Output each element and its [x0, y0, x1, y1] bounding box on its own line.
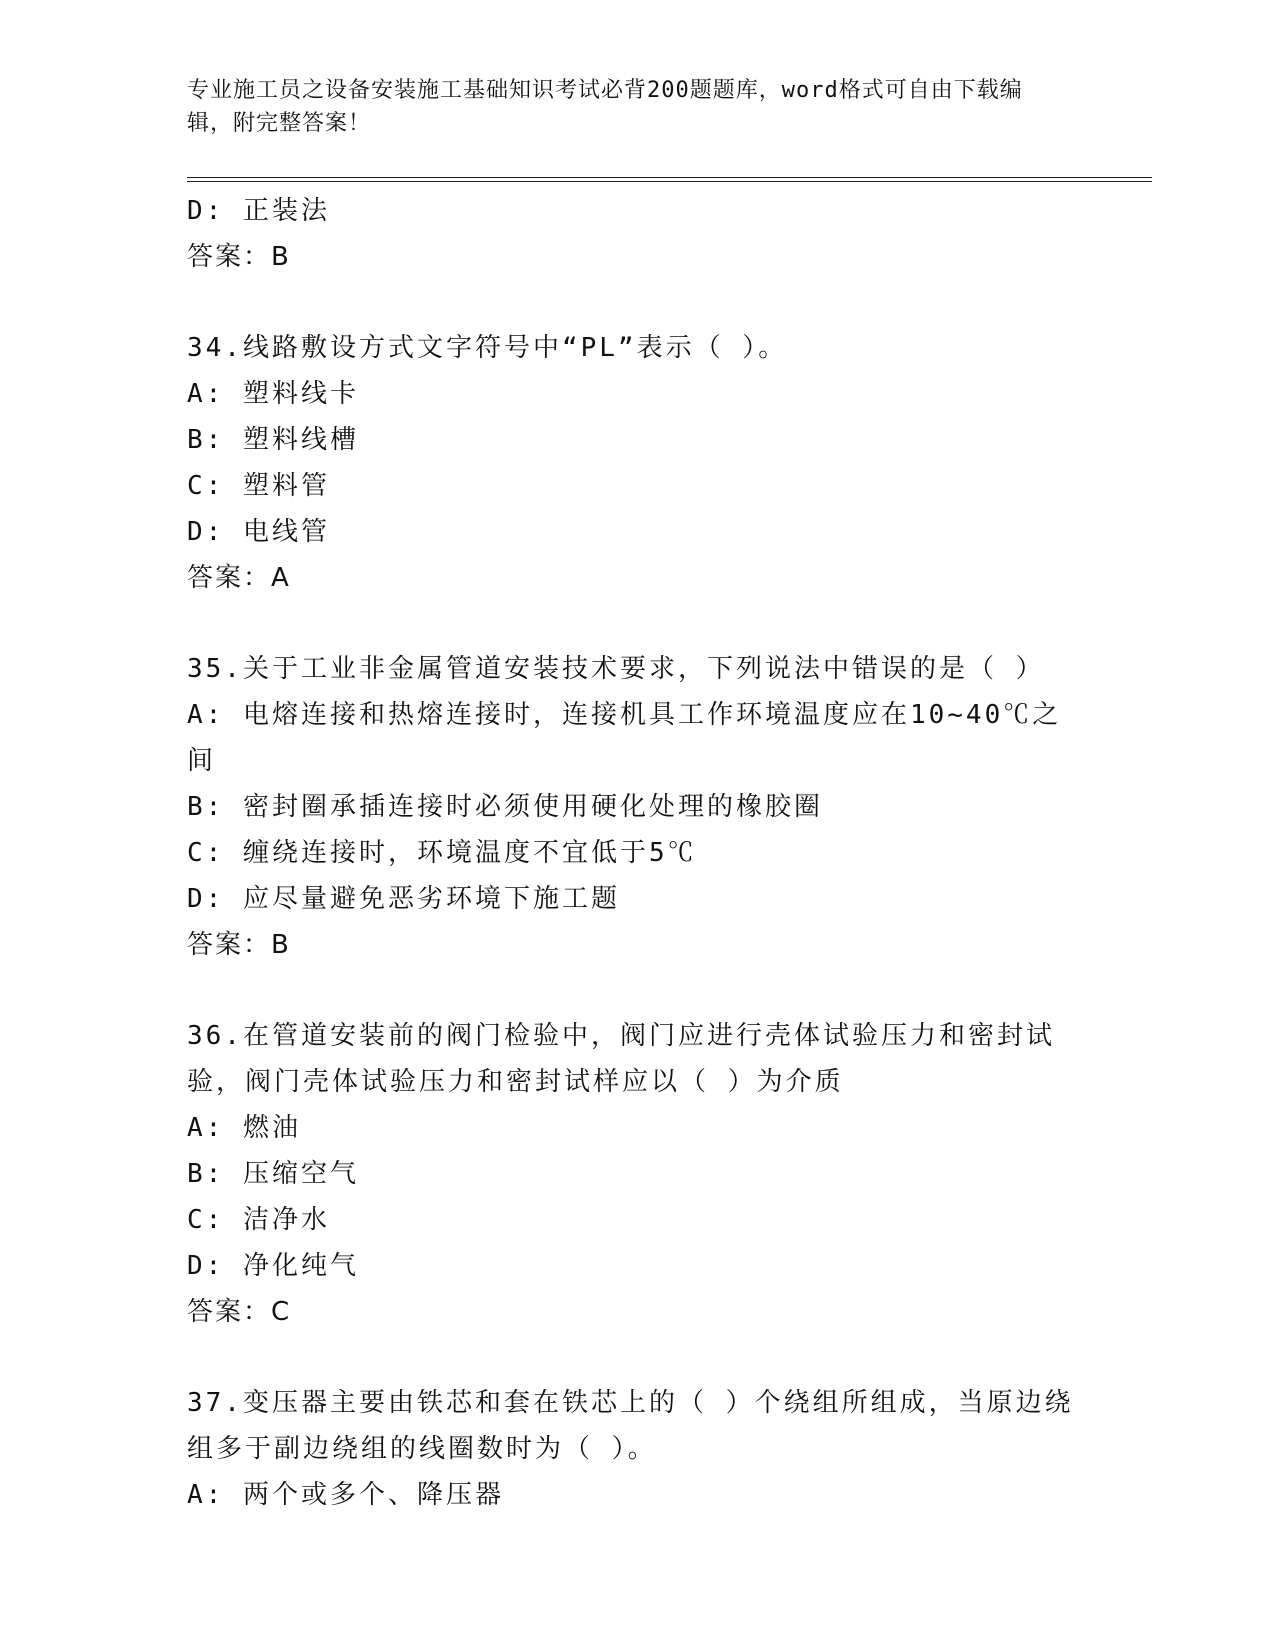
option-d: D: 电线管 — [187, 517, 330, 547]
option-a: A: 燃油 — [187, 1113, 301, 1143]
question-34-stem: 34.线路敷设方式文字符号中“PL”表示（ ）。 — [187, 333, 788, 363]
option-d: D: 净化纯气 — [187, 1251, 359, 1281]
answer-line: 答案：C — [187, 1297, 292, 1327]
option-a: A: 两个或多个、降压器 — [187, 1480, 504, 1510]
answer-line: 答案：B — [187, 242, 291, 272]
option-c: C: 洁净水 — [187, 1205, 330, 1235]
question-37-stem: 37.变压器主要由铁芯和套在铁芯上的（ ）个绕组所组成，当原边绕组多于副边绕组的线圈数时为（ ）。 — [187, 1388, 1074, 1464]
option-b: B: 密封圈承插连接时必须使用硬化处理的橡胶圈 — [187, 792, 823, 822]
option-a: A: 塑料线卡 — [187, 379, 359, 409]
option-c: C: 缠绕连接时，环境温度不宜低于5℃ — [187, 838, 697, 868]
option-c: C: 塑料管 — [187, 471, 330, 501]
answer-line: 答案：B — [187, 930, 291, 960]
option-d: D: 正装法 — [187, 196, 330, 226]
option-d: D: 应尽量避免恶劣环境下施工题 — [187, 884, 620, 914]
document-header: 专业施工员之设备安装施工基础知识考试必背200题题库，word格式可自由下载编辑，附完整答案！ — [187, 78, 1023, 136]
question-35-stem: 35.关于工业非金属管道安装技术要求，下列说法中错误的是（ ） — [187, 654, 1045, 684]
option-b: B: 压缩空气 — [187, 1159, 359, 1189]
option-b: B: 塑料线槽 — [187, 425, 359, 455]
header-divider — [187, 177, 1152, 182]
option-a: A: 电熔连接和热熔连接时，连接机具工作环境温度应在10~40℃之间 — [187, 700, 1062, 776]
question-list — [187, 188, 1077, 1518]
question-36-stem: 36.在管道安装前的阀门检验中，阀门应进行壳体试验压力和密封试验，阀门壳体试验压力和密封试样应以（ ）为介质 — [187, 1021, 1055, 1097]
answer-line: 答案：A — [187, 563, 291, 593]
